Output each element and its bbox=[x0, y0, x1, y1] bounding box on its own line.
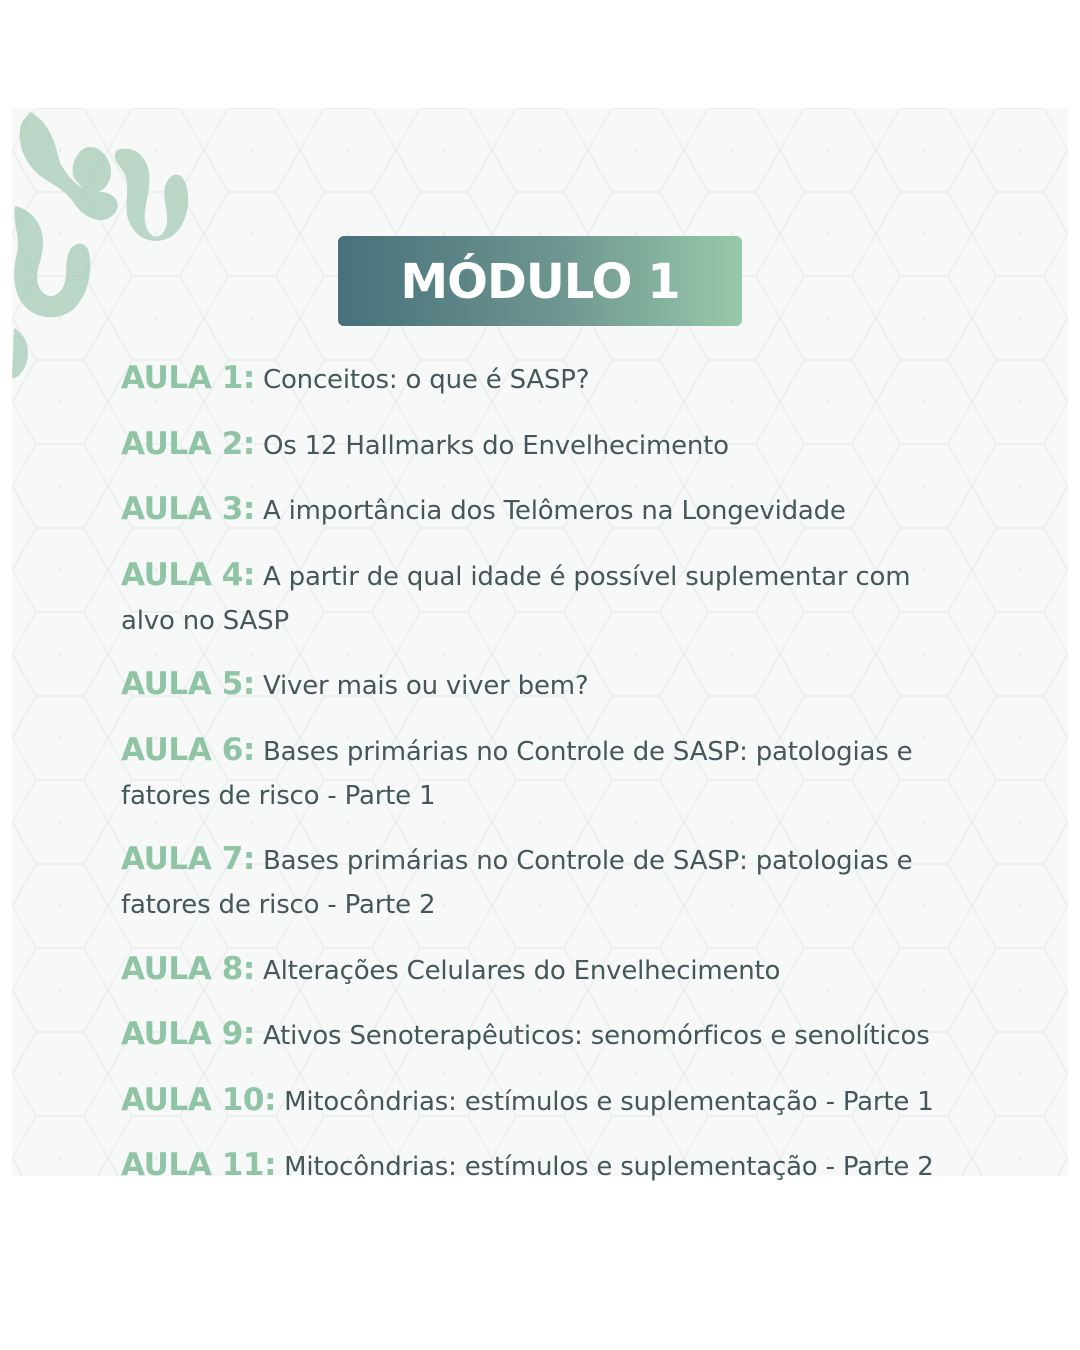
lesson-title: Alterações Celulares do Envelhecimento bbox=[263, 955, 781, 986]
lesson-title: Bases primárias no Controle de SASP: patologias e fatores de risco - Parte 2 bbox=[121, 846, 913, 920]
lesson-title: Ativos Senoterapêuticos: senomórficos e senolíticos bbox=[263, 1021, 930, 1051]
lesson-item bbox=[121, 837, 971, 927]
lesson-title: Mitocôndrias: estímulos e suplementação - Parte 2 bbox=[284, 1152, 934, 1182]
lesson-label: AULA 1: bbox=[121, 360, 255, 396]
lesson-label: AULA 3: bbox=[121, 491, 255, 527]
lesson-label: AULA 5: bbox=[121, 666, 255, 702]
lesson-item bbox=[121, 553, 971, 643]
lesson-item bbox=[121, 487, 971, 533]
lesson-title: Mitocôndrias: estímulos e suplementação - Parte 1 bbox=[284, 1086, 934, 1117]
lesson-item bbox=[121, 662, 971, 708]
lesson-list bbox=[121, 356, 971, 1209]
lesson-label: AULA 4: bbox=[121, 556, 255, 593]
lesson-title: Os 12 Hallmarks do Envelhecimento bbox=[263, 430, 729, 461]
lesson-label: AULA 9: bbox=[121, 1016, 255, 1052]
lesson-item bbox=[121, 356, 971, 402]
lesson-item bbox=[121, 1012, 971, 1058]
lesson-label: AULA 10: bbox=[121, 1081, 277, 1118]
lesson-item bbox=[121, 947, 971, 993]
lesson-item bbox=[121, 422, 971, 468]
lesson-label: AULA 2: bbox=[121, 425, 255, 462]
lesson-label: AULA 7: bbox=[121, 841, 255, 877]
module-badge bbox=[338, 236, 742, 326]
lesson-item bbox=[121, 728, 971, 818]
lesson-label: AULA 6: bbox=[121, 731, 255, 768]
lesson-title: Viver mais ou viver bem? bbox=[263, 671, 589, 701]
lesson-label: AULA 11: bbox=[121, 1147, 277, 1183]
lesson-title: Bases primárias no Controle de SASP: patologias e fatores de risco - Parte 1 bbox=[121, 736, 913, 811]
lesson-item bbox=[121, 1078, 971, 1124]
lesson-title: A importância dos Telômeros na Longevidade bbox=[263, 496, 846, 526]
lesson-title: Conceitos: o que é SASP? bbox=[263, 365, 590, 395]
module-title: MÓDULO 1 bbox=[400, 254, 680, 310]
lesson-item bbox=[121, 1143, 971, 1189]
lesson-label: AULA 8: bbox=[121, 950, 255, 987]
lesson-title: A partir de qual idade é possível suplementar com alvo no SASP bbox=[121, 561, 911, 636]
